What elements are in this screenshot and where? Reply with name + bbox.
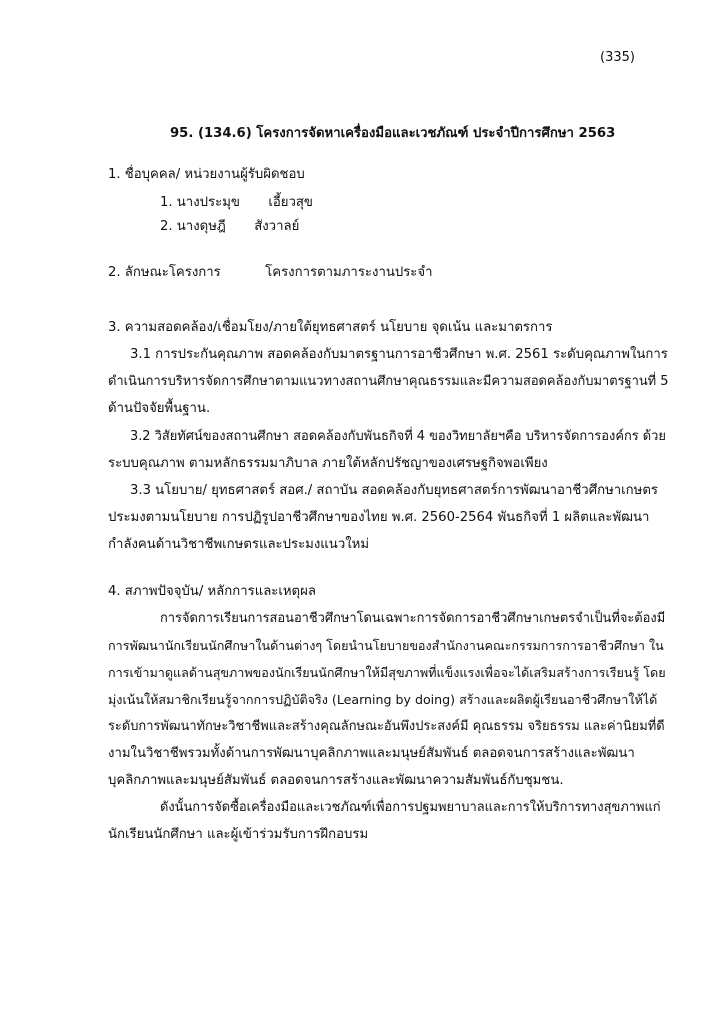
page-number: (335) bbox=[600, 50, 635, 65]
p33-line-3: กำลังคนด้านวิชาชีพเกษตรและประมงแนวใหม่ bbox=[108, 537, 370, 552]
para1-line-5: ระดับการพัฒนาทักษะวิชาชีพและสร้างคุณลักษณะอันพึงประสงค์มี คุณธรรม จริยธรรม และค่านิยมที่ดี bbox=[108, 719, 665, 734]
para1-line-7: บุคลิกภาพและมนุษย์สัมพันธ์ ตลอดจนการสร้างและพัฒนาความสัมพันธ์กับชุมชน. bbox=[108, 773, 564, 788]
p33-line-1: 3.3 นโยบาย/ ยุทธศาสตร์ สอศ./ สถาบัน สอดคล้องกับยุทธศาสตร์การพัฒนาอาชีวศึกษาเกษตร bbox=[130, 483, 659, 498]
p31-line-3: ด้านปัจจัยพื้นฐาน. bbox=[108, 401, 211, 416]
section2-row bbox=[108, 264, 433, 282]
person-2-last: สังวาลย์ bbox=[254, 219, 300, 234]
person-2 bbox=[160, 218, 299, 236]
para1-line-2: การพัฒนานักเรียนนักศึกษาในด้านต่างๆ โดยนำนโยบายของสำนักงานคณะกรรมการการอาชีวศึกษา ใน bbox=[108, 638, 664, 653]
section4-heading: 4. สภาพปัจจุบัน/ หลักการและเหตุผล bbox=[108, 584, 316, 599]
page-title: 95. (134.6) โครงการจัดหาเครื่องมือและเวชภัณฑ์ ประจำปีการศึกษา 2563 bbox=[170, 126, 616, 141]
para2-line-2: นักเรียนนักศึกษา และผู้เข้าร่วมรับการฝึกอบรม bbox=[108, 827, 369, 842]
person-1-no: 1. bbox=[160, 195, 173, 210]
section2-value: โครงการตามภาระงานประจำ bbox=[265, 265, 433, 280]
person-2-no: 2. bbox=[160, 219, 173, 234]
p31-line-2: ดำเนินการบริหารจัดการศึกษาตามแนวทางสถานศึกษาคุณธรรมและมีความสอดคล้องกับมาตรฐานที่ 5 bbox=[108, 374, 669, 389]
para2-line-1: ดังนั้นการจัดซื้อเครื่องมือและเวชภัณฑ์เพื่อการปฐมพยาบาลและการให้บริการทางสุขภาพแก่ bbox=[160, 800, 661, 815]
section2-heading: 2. ลักษณะโครงการ bbox=[108, 265, 221, 280]
person-2-first: นางดุษฎี bbox=[176, 219, 226, 234]
person-1-last: เอี้ยวสุข bbox=[268, 195, 313, 210]
p32-line-2: ระบบคุณภาพ ตามหลักธรรมมาภิบาล ภายใต้หลักปรัชญาของเศรษฐกิจพอเพียง bbox=[108, 456, 548, 471]
person-1-first: นางประมุข bbox=[176, 195, 240, 210]
para1-line-4: มุ่งเน้นให้สมาชิกเรียนรู้จากการปฏิบัติจริง (Learning by doing) สร้างและผลิตผู้เรียนอาชีวศึกษาให้ได้ bbox=[108, 692, 658, 707]
person-1 bbox=[160, 194, 313, 212]
para1-line-3: การเข้ามาดูแลด้านสุขภาพของนักเรียนนักศึกษาให้มีสุขภาพที่แข็งแรงเพื่อจะได้เสริมสร้างการเรียนรู้ โดย bbox=[108, 665, 666, 680]
para1-line-1: การจัดการเรียนการสอนอาชีวศึกษาโดนเฉพาะการจัดการอาชีวศึกษาเกษตรจำเป็นที่จะต้องมี bbox=[160, 611, 666, 626]
section1-heading: 1. ชื่อบุคคล/ หน่วยงานผู้รับผิดชอบ bbox=[108, 167, 305, 182]
p33-line-2: ประมงตามนโยบาย การปฏิรูปอาชีวศึกษาของไทย พ.ศ. 2560-2564 พันธกิจที่ 1 ผลิตและพัฒนา bbox=[108, 510, 650, 525]
p31-line-1: 3.1 การประกันคุณภาพ สอดคล้องกับมาตรฐานการอาชีวศึกษา พ.ศ. 2561 ระดับคุณภาพในการ bbox=[130, 347, 668, 362]
section3-heading: 3. ความสอดคล้อง/เชื่อมโยง/ภายใต้ยุทธศาสตร์ นโยบาย จุดเน้น และมาตรการ bbox=[108, 320, 553, 335]
p32-line-1: 3.2 วิสัยทัศน์ของสถานศึกษา สอดคล้องกับพันธกิจที่ 4 ของวิทยาลัยฯคือ บริหารจัดการองค์กร ด้วย bbox=[130, 429, 666, 444]
para1-line-6: งามในวิชาชีพรวมทั้งด้านการพัฒนาบุคลิกภาพและมนุษย์สัมพันธ์ ตลอดจนการสร้างและพัฒนา bbox=[108, 746, 635, 761]
